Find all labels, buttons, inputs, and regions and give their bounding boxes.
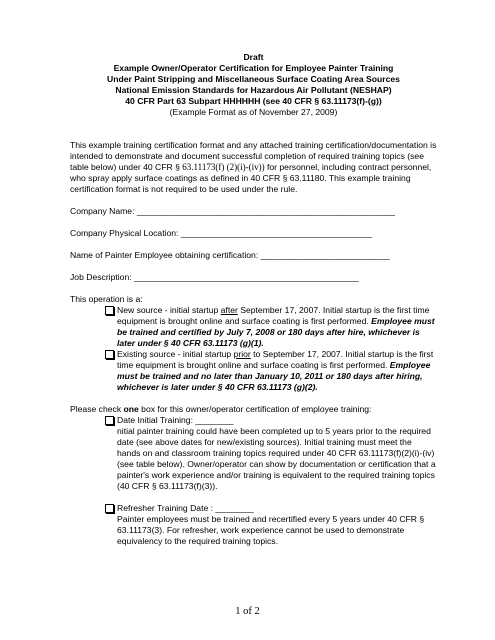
new-source-checkbox[interactable] bbox=[105, 306, 114, 315]
page-number: 1 of 2 bbox=[235, 606, 260, 617]
title-line-3: National Emission Standards for Hazardous Air Pollutant (NESHAP) bbox=[115, 85, 392, 95]
new-source-option: New source - initial startup after September 17, 2007. Initial startup is the first time equipment is brought online and surface coating is first performed. Employee must be trained and certified by July 7, 2008 or 180 days after hire, whichever is later under § 40 CFR 63.11173 (g)(1). bbox=[70, 305, 437, 349]
format-date: (Example Format as of November 27, 2009) bbox=[169, 107, 338, 117]
title-line-2: Under Paint Stripping and Miscellaneous Surface Coating Area Sources bbox=[107, 74, 400, 84]
initial-training-text: nitial painter training could have been completed up to 5 years prior to the required date (see above dates for new/existing sources). Initial training must meet the hands on and classroom training topics required under 40 CFR 63.11173(f)(2)(i)-(iv) (see table below). Owner/operator can show by documentation or certification that a painter's work experience and/or training is equivalent to the required training topics (40 CFR § 63.11173(f)(3)). bbox=[117, 426, 436, 491]
refresher-training-label: Refresher Training Date : ________ bbox=[117, 503, 254, 513]
operation-label: This operation is a: bbox=[70, 294, 143, 304]
existing-source-checkbox[interactable] bbox=[105, 350, 114, 359]
new-source-requirement: Employee must be trained and certified by July 7, 2008 or 180 days after hire, whichever is later under § 40 CFR 63.11173 (g)(1). bbox=[117, 316, 435, 348]
refresher-training-option bbox=[70, 503, 437, 547]
document-header bbox=[70, 52, 437, 118]
company-name-field[interactable]: Company Name: ______________________________________________________ bbox=[70, 206, 395, 216]
refresher-training-text: Painter employees must be trained and recertified every 5 years under 40 CFR § 63.11173(3). For refresher, work experience cannot be used to demonstrate equivalency to the required training topics. bbox=[117, 514, 425, 546]
painter-name-field[interactable]: Name of Painter Employee obtaining certification: ___________________________ bbox=[70, 250, 390, 260]
company-location-field[interactable]: Company Physical Location: ________________________________________ bbox=[70, 228, 372, 238]
refresher-training-checkbox[interactable] bbox=[105, 504, 114, 513]
certification-prompt: Please check one box for this owner/operator certification of employee training: bbox=[70, 404, 372, 414]
initial-training-checkbox[interactable] bbox=[105, 416, 114, 425]
existing-source-option: Existing source - initial startup prior to September 17, 2007. Initial startup is the first time equipment is brought online and surface coating is first performed. Employee must be trained and no later than January 10, 2011 or 180 days after hiring, whichever is later under § 40 CFR 63.11173 (g)(2). bbox=[70, 349, 437, 393]
title-line-1: Example Owner/Operator Certification for Employee Painter Training bbox=[113, 63, 394, 73]
intro-paragraph: This example training certification format and any attached training certification/documentation is intended to demonstrate and document successful completion of required training topics (see table below) under 40 CFR § 63.11173(f) (2)(i)-(iv)) for personnel, including contract personnel, who spray apply surface coatings as defined in 40 CFR § 63.11180. This example training certification format is not required to be used under the rule. bbox=[70, 140, 437, 194]
title-line-4: 40 CFR Part 63 Subpart HHHHHH (see 40 CFR § 63.11173(f)-(g)) bbox=[125, 96, 382, 106]
job-description-field[interactable]: Job Description: _______________________________________________ bbox=[70, 272, 359, 282]
initial-training-label: Date Initial Training: ________ bbox=[117, 415, 234, 425]
initial-training-option bbox=[70, 415, 437, 492]
draft-label: Draft bbox=[243, 52, 264, 62]
existing-source-requirement: Employee must be trained and no later than January 10, 2011 or 180 days after hiring, whichever is later under § 40 CFR 63.11173 (g)(2). bbox=[117, 360, 431, 392]
